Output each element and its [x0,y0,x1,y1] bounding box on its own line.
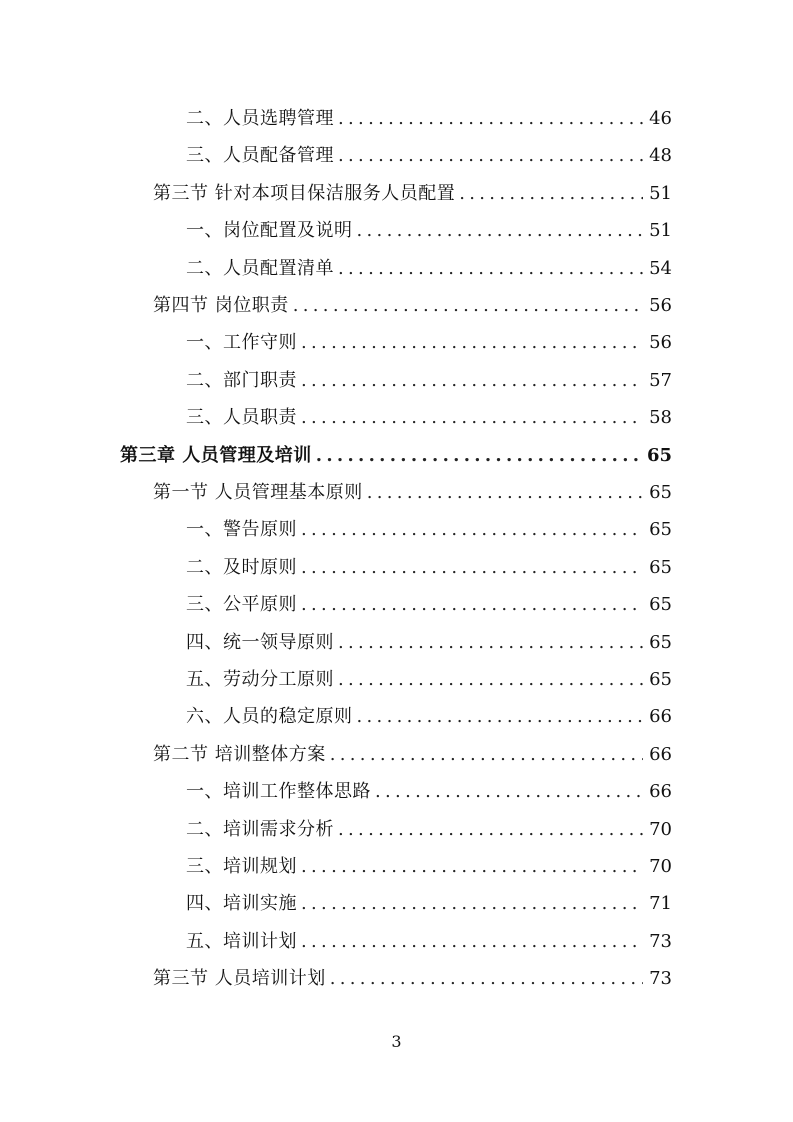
toc-entry-title: 第一节 人员管理基本原则 [153,482,363,503]
toc-entry-title: 第三节 人员培训计划 [153,968,326,990]
toc-entry-line [186,773,672,810]
toc-entry-title: 一、岗位配置及说明 [186,220,353,242]
toc-leader-dots [301,511,643,548]
toc-entry-page: 66 [649,781,672,803]
toc-entry [0,549,793,586]
toc-entry-line [186,549,672,586]
toc-entry-page: 58 [649,407,672,429]
toc-entry-line [186,885,672,922]
toc-entry-title: 一、警告原则 [186,519,297,541]
toc-entry-line [186,212,672,249]
toc-leader-dots [338,137,643,174]
toc-entry-title: 第二节 培训整体方案 [153,743,326,765]
toc-entry-title: 一、培训工作整体思路 [186,781,371,803]
toc-entry-line [186,324,672,361]
toc-entry-title: 二、人员配置清单 [186,257,334,279]
toc-entry-line [186,250,672,287]
toc-entry [0,100,793,137]
toc-entry [0,212,793,249]
toc-entry [0,661,793,698]
toc-leader-dots [301,549,643,586]
toc-entry-line [186,661,672,698]
toc-entry-line [186,624,672,661]
toc-entry-page: 70 [649,818,672,840]
toc-entry-line [153,175,672,212]
toc-entry [0,324,793,361]
toc-entry-line [186,100,672,137]
toc-entry-line [120,437,672,474]
toc-entry-page: 65 [649,519,672,541]
toc-entry [0,848,793,885]
toc-entry-page: 70 [649,856,672,877]
toc-entry-title: 第三节 针对本项目保洁服务人员配置 [153,182,456,204]
toc-entry-page: 65 [646,444,672,466]
toc-entry-page: 46 [649,108,672,129]
toc-entry [0,511,793,548]
toc-entry-page: 51 [649,220,672,242]
toc-leader-dots [338,250,643,287]
toc-leader-dots [459,175,643,212]
toc-entry [0,773,793,810]
toc-entry-page: 71 [649,893,672,915]
toc-leader-dots [375,773,643,810]
toc-entry-line [153,474,672,511]
toc-entry-title: 四、统一领导原则 [186,631,334,653]
toc-entry-title: 三、公平原则 [186,594,297,616]
toc-leader-dots [301,885,643,922]
toc-entry-line [186,698,672,735]
toc-entry [0,437,793,474]
toc-entry [0,287,793,324]
toc-entry-line [186,511,672,548]
toc-entry-line [186,923,672,960]
toc-entry-title: 三、培训规划 [186,856,297,877]
toc-entry-line [186,811,672,848]
toc-entry [0,698,793,735]
toc-leader-dots [301,586,643,623]
toc-entry-line [153,960,672,997]
toc-leader-dots [330,960,643,997]
toc-leader-dots [338,661,643,698]
toc-entry [0,137,793,174]
toc-entry-page: 73 [649,930,672,952]
toc-entry-title: 二、培训需求分析 [186,818,334,840]
toc-entry-title: 六、人员的稳定原则 [186,706,353,728]
toc-entry-page: 56 [649,295,672,316]
toc-entry-title: 一、工作守则 [186,332,297,354]
toc-entry-title: 三、人员配备管理 [186,145,334,167]
toc-leader-dots [301,324,643,361]
toc-entry-page: 65 [649,594,672,616]
toc-entry-page: 66 [649,743,672,765]
toc-leader-dots [338,624,643,661]
toc-entry-page: 54 [649,257,672,279]
toc-entry-title: 五、劳动分工原则 [186,669,334,690]
toc-entry-page: 65 [649,556,672,578]
toc-entry-title: 五、培训计划 [186,930,297,952]
toc-entry-title: 三、人员职责 [186,407,297,429]
toc-entry-page: 57 [649,369,672,391]
toc-entry [0,399,793,436]
toc-entry [0,250,793,287]
toc-leader-dots [301,923,643,960]
toc-entry [0,736,793,773]
toc-entry-page: 73 [649,968,672,990]
toc-entry-page: 65 [649,482,672,503]
toc-entry-page: 66 [649,706,672,728]
toc-leader-dots [357,212,644,249]
toc-entry [0,474,793,511]
toc-leader-dots [293,287,643,324]
page-number: 3 [391,1032,402,1051]
toc-leader-dots [301,362,643,399]
toc-entry-line [186,586,672,623]
toc-entry [0,175,793,212]
toc-leader-dots [330,736,643,773]
toc-leader-dots [357,698,644,735]
toc-entry-title: 二、人员选聘管理 [186,108,334,129]
toc-entry-page: 65 [649,669,672,690]
toc-entry-line [186,848,672,885]
toc-entry [0,362,793,399]
toc-entry [0,960,793,997]
toc-entry-title: 第三章 人员管理及培训 [120,444,312,466]
toc-leader-dots [301,848,643,885]
toc-entry-page: 48 [649,145,672,167]
toc-entry [0,923,793,960]
toc-leader-dots [301,399,643,436]
toc-entry-title: 第四节 岗位职责 [153,295,289,316]
toc-entry-line [153,287,672,324]
toc-leader-dots [367,474,643,511]
toc-leader-dots [316,437,641,474]
toc-entry-title: 二、及时原则 [186,556,297,578]
toc-entry-title: 四、培训实施 [186,893,297,915]
toc-entry-line [186,137,672,174]
toc-entry-page: 56 [649,332,672,354]
toc-entry [0,811,793,848]
toc-leader-dots [338,100,643,137]
toc-entry-page: 65 [649,631,672,653]
toc-entry-line [153,736,672,773]
toc-entry-line [186,399,672,436]
toc-entry-line [186,362,672,399]
toc-leader-dots [338,811,643,848]
toc-entry [0,586,793,623]
toc-entry-page: 51 [649,182,672,204]
toc-entry [0,885,793,922]
toc-entry [0,624,793,661]
toc-entry-title: 二、部门职责 [186,369,297,391]
